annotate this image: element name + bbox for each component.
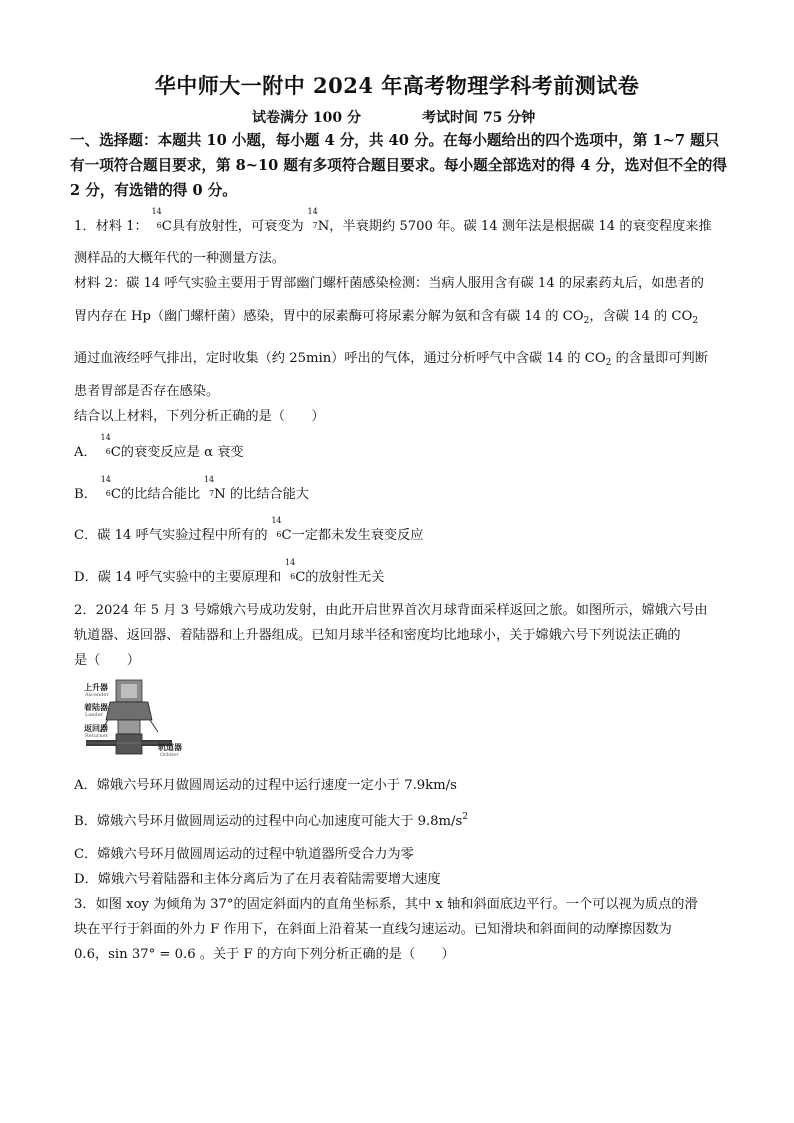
q1-option-c: C．碳 14 呼气实验过程中所有的 14 6 C一定都未发生衰变反应	[74, 516, 424, 543]
q2-line-3: 是（ ）	[74, 653, 140, 668]
q2-line-2: 轨道器、返回器、着陆器和上升器组成。已知月球半径和密度均比地球小，关于嫦娥六号下列说法正确的	[74, 628, 681, 643]
q3-line-2: 块在平行于斜面的外力 F 作用下，在斜面上沿着某一直线匀速运动。已知滑块和斜面间的动摩擦因数为	[74, 922, 672, 937]
q1-line-6: 患者胃部是否存在感染。	[74, 384, 220, 399]
q1-option-b: B． 14 6 C的比结合能比 14 7 N 的比结合能大	[74, 475, 309, 502]
exam-title: 华中师大一附中 2024 年高考物理学科考前测试卷	[154, 73, 640, 98]
section-instructions: 一、选择题：本题共 10 小题，每小题 4 分，共 40 分。在每小题给出的四个选项中，第 1~7 题只有一项符合题目要求，第 8~10 题有多项符合题目要求。每小题全部选对的得 4 分，选对但不全的得 2 分，有选错的得 0 分。	[70, 132, 727, 199]
full-score: 试卷满分 100 分	[252, 110, 361, 126]
q1-line-4: 胃内存在 Hp（幽门螺杆菌）感染，胃中的尿素酶可将尿素分解为氨和含有碳 14 的 $CO_2$，含碳 14 的 $CO_2$	[74, 309, 699, 326]
q1-line-1: 1．材料 1： 14 6 C具有放射性，可衰变为 14 7 N，半衰期约 5700 年。碳 14 测年法是根据碳 14 的衰变程度来推	[74, 207, 712, 234]
q2-option-d: D．嫦娥六号着陆器和主体分离后为了在月表着陆需要增大速度	[74, 872, 441, 887]
q2-option-a: A．嫦娥六号环月做圆周运动的过程中运行速度一定小于 7.9km/s	[74, 778, 457, 793]
q3-line-1: 3．如图 xoy 为倾角为 37°的固定斜面内的直角坐标系，其中 x 轴和斜面底边平行。一个可以视为质点的滑	[74, 897, 698, 912]
q3-line-3: 0.6，sin 37° = 0.6 。关于 F 的方向下列分析正确的是（ ）	[74, 947, 455, 962]
change6-probe-figure: 上升器 Ascender 着陆器 Lander 返回器 Returner 轨道器 Orbiter	[72, 676, 190, 760]
q2-option-b: B．嫦娥六号环月做圆周运动的过程中向心加速度可能大于 $9.8m/s^2$	[74, 812, 468, 829]
nuclide-c14: 14 6	[151, 207, 162, 230]
q1-stem: 结合以上材料，下列分析正确的是（ ）	[74, 409, 325, 424]
q1-option-a: A． 14 6 C的衰变反应是 α 衰变	[74, 433, 244, 460]
q2-line-1: 2．2024 年 5 月 3 号嫦娥六号成功发射，由此开启世界首次月球背面采样返回之旅。如图所示，嫦娥六号由	[74, 603, 708, 618]
q2-option-c: C．嫦娥六号环月做圆周运动的过程中轨道器所受合力为零	[74, 847, 414, 862]
nuclide-n14: 14 7	[307, 207, 318, 230]
q1-line-3: 材料 2：碳 14 呼气实验主要用于胃部幽门螺杆菌感染检测：当病人服用含有碳 14 的尿素药丸后，如患者的	[74, 276, 704, 291]
q1-line-5: 通过血液经呼气排出，定时收集（约 25min）呼出的气体，通过分析呼气中含碳 14 的 $CO_2$ 的含量即可判断	[74, 351, 708, 368]
q1-line-2: 测样品的大概年代的一种测量方法。	[74, 251, 285, 266]
exam-time: 考试时间 75 分钟	[422, 110, 536, 126]
q1-option-d: D．碳 14 呼气实验中的主要原理和 14 6 C的放射性无关	[74, 558, 385, 585]
